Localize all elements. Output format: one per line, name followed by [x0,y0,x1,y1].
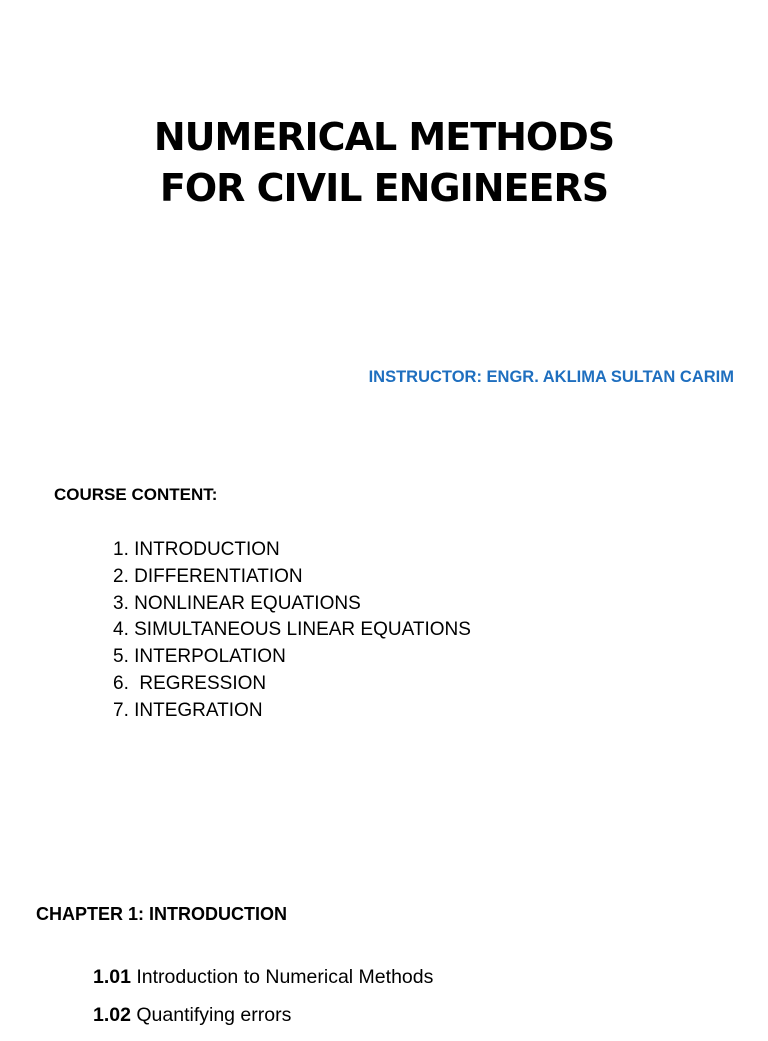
section-number: 1.01 [93,966,131,988]
chapter-section-list [93,965,433,1041]
instructor-line: INSTRUCTOR: ENGR. AKLIMA SULTAN CARIM [368,368,734,386]
course-content-list [113,537,471,725]
section-title: Introduction to Numerical Methods [136,966,434,988]
list-item: 4. SIMULTANEOUS LINEAR EQUATIONS [113,619,471,641]
document-title [0,112,768,214]
list-item: 6. REGRESSION [113,672,267,694]
title-line-2: FOR CIVIL ENGINEERS [159,166,609,210]
course-content-heading: COURSE CONTENT: [54,485,218,504]
section-item [93,965,433,1003]
section-number: 1.02 [93,1004,131,1026]
chapter-heading: CHAPTER 1: INTRODUCTION [36,904,287,924]
list-item: 5. INTERPOLATION [113,646,286,668]
list-item: 3. NONLINEAR EQUATIONS [113,592,361,614]
list-item: 2. DIFFERENTIATION [113,565,303,587]
list-item: 1. INTRODUCTION [113,539,280,560]
title-line-1: NUMERICAL METHODS [153,115,615,159]
section-item [93,1003,433,1041]
list-item: 7. INTEGRATION [113,699,263,721]
section-title: Quantifying errors [136,1004,292,1026]
